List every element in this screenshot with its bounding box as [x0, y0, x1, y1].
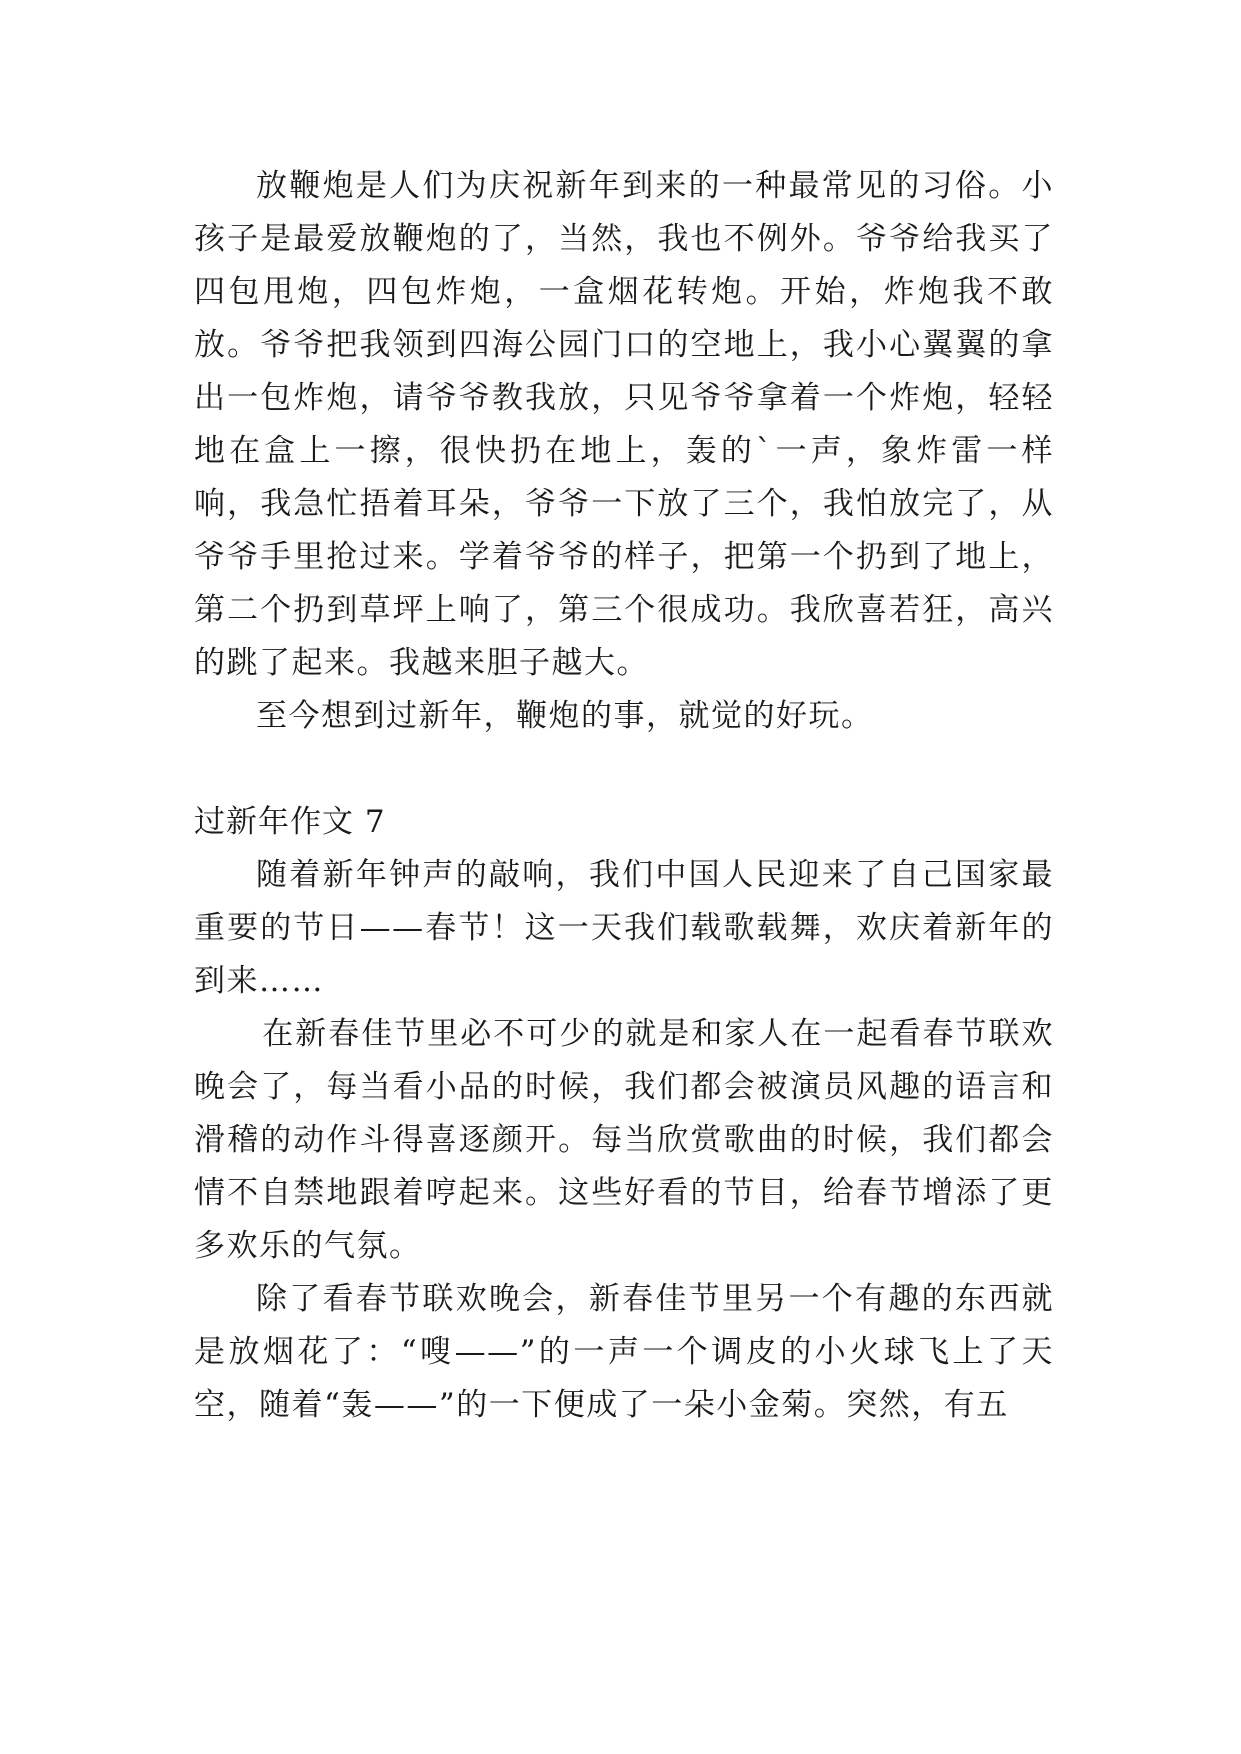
section-heading: 过新年作文 7	[194, 804, 386, 840]
paragraph-fireworks: 除了看春节联欢晚会，新春佳节里另一个有趣的东西就是放烟花了：“嗖——”的一声一个调皮的小火球飞上了天空，随着“轰——”的一下便成了一朵小金菊。突然，有五	[194, 1281, 1054, 1423]
paragraph-firecrackers-conclusion: 至今想到过新年，鞭炮的事，就觉的好玩。	[256, 698, 874, 734]
paragraph-firecrackers: 放鞭炮是人们为庆祝新年到来的一种最常见的习俗。小孩子是最爱放鞭炮的了，当然，我也不例外。爷爷给我买了四包甩炮，四包炸炮，一盒烟花转炮。开始，炸炮我不敢放。爷爷把我领到四海公园门口的空地上，我小心翼翼的拿出一包炸炮，请爷爷教我放，只见爷爷拿着一个炸炮，轻轻地在盒上一擦，很快扔在地上，轰的`一声，象炸雷一样响，我急忙捂着耳朵，爷爷一下放了三个，我怕放完了，从爷爷手里抢过来。学着爷爷的样子，把第一个扔到了地上，第二个扔到草坪上响了，第三个很成功。我欣喜若狂，高兴的跳了起来。我越来胆子越大。	[194, 168, 1054, 681]
section-spacer	[194, 743, 1054, 796]
paragraph-new-year-bell: 随着新年钟声的敲响，我们中国人民迎来了自己国家最重要的节日——春节！这一天我们载歌载舞，欢庆着新年的到来……	[194, 857, 1054, 999]
document-body	[194, 160, 1054, 1432]
paragraph-spring-festival-gala: 在新春佳节里必不可少的就是和家人在一起看春节联欢晚会了，每当看小品的时候，我们都会被演员风趣的语言和滑稽的动作斗得喜逐颜开。每当欣赏歌曲的时候，我们都会情不自禁地跟着哼起来。这些好看的节目，给春节增添了更多欢乐的气氛。	[194, 1016, 1054, 1264]
